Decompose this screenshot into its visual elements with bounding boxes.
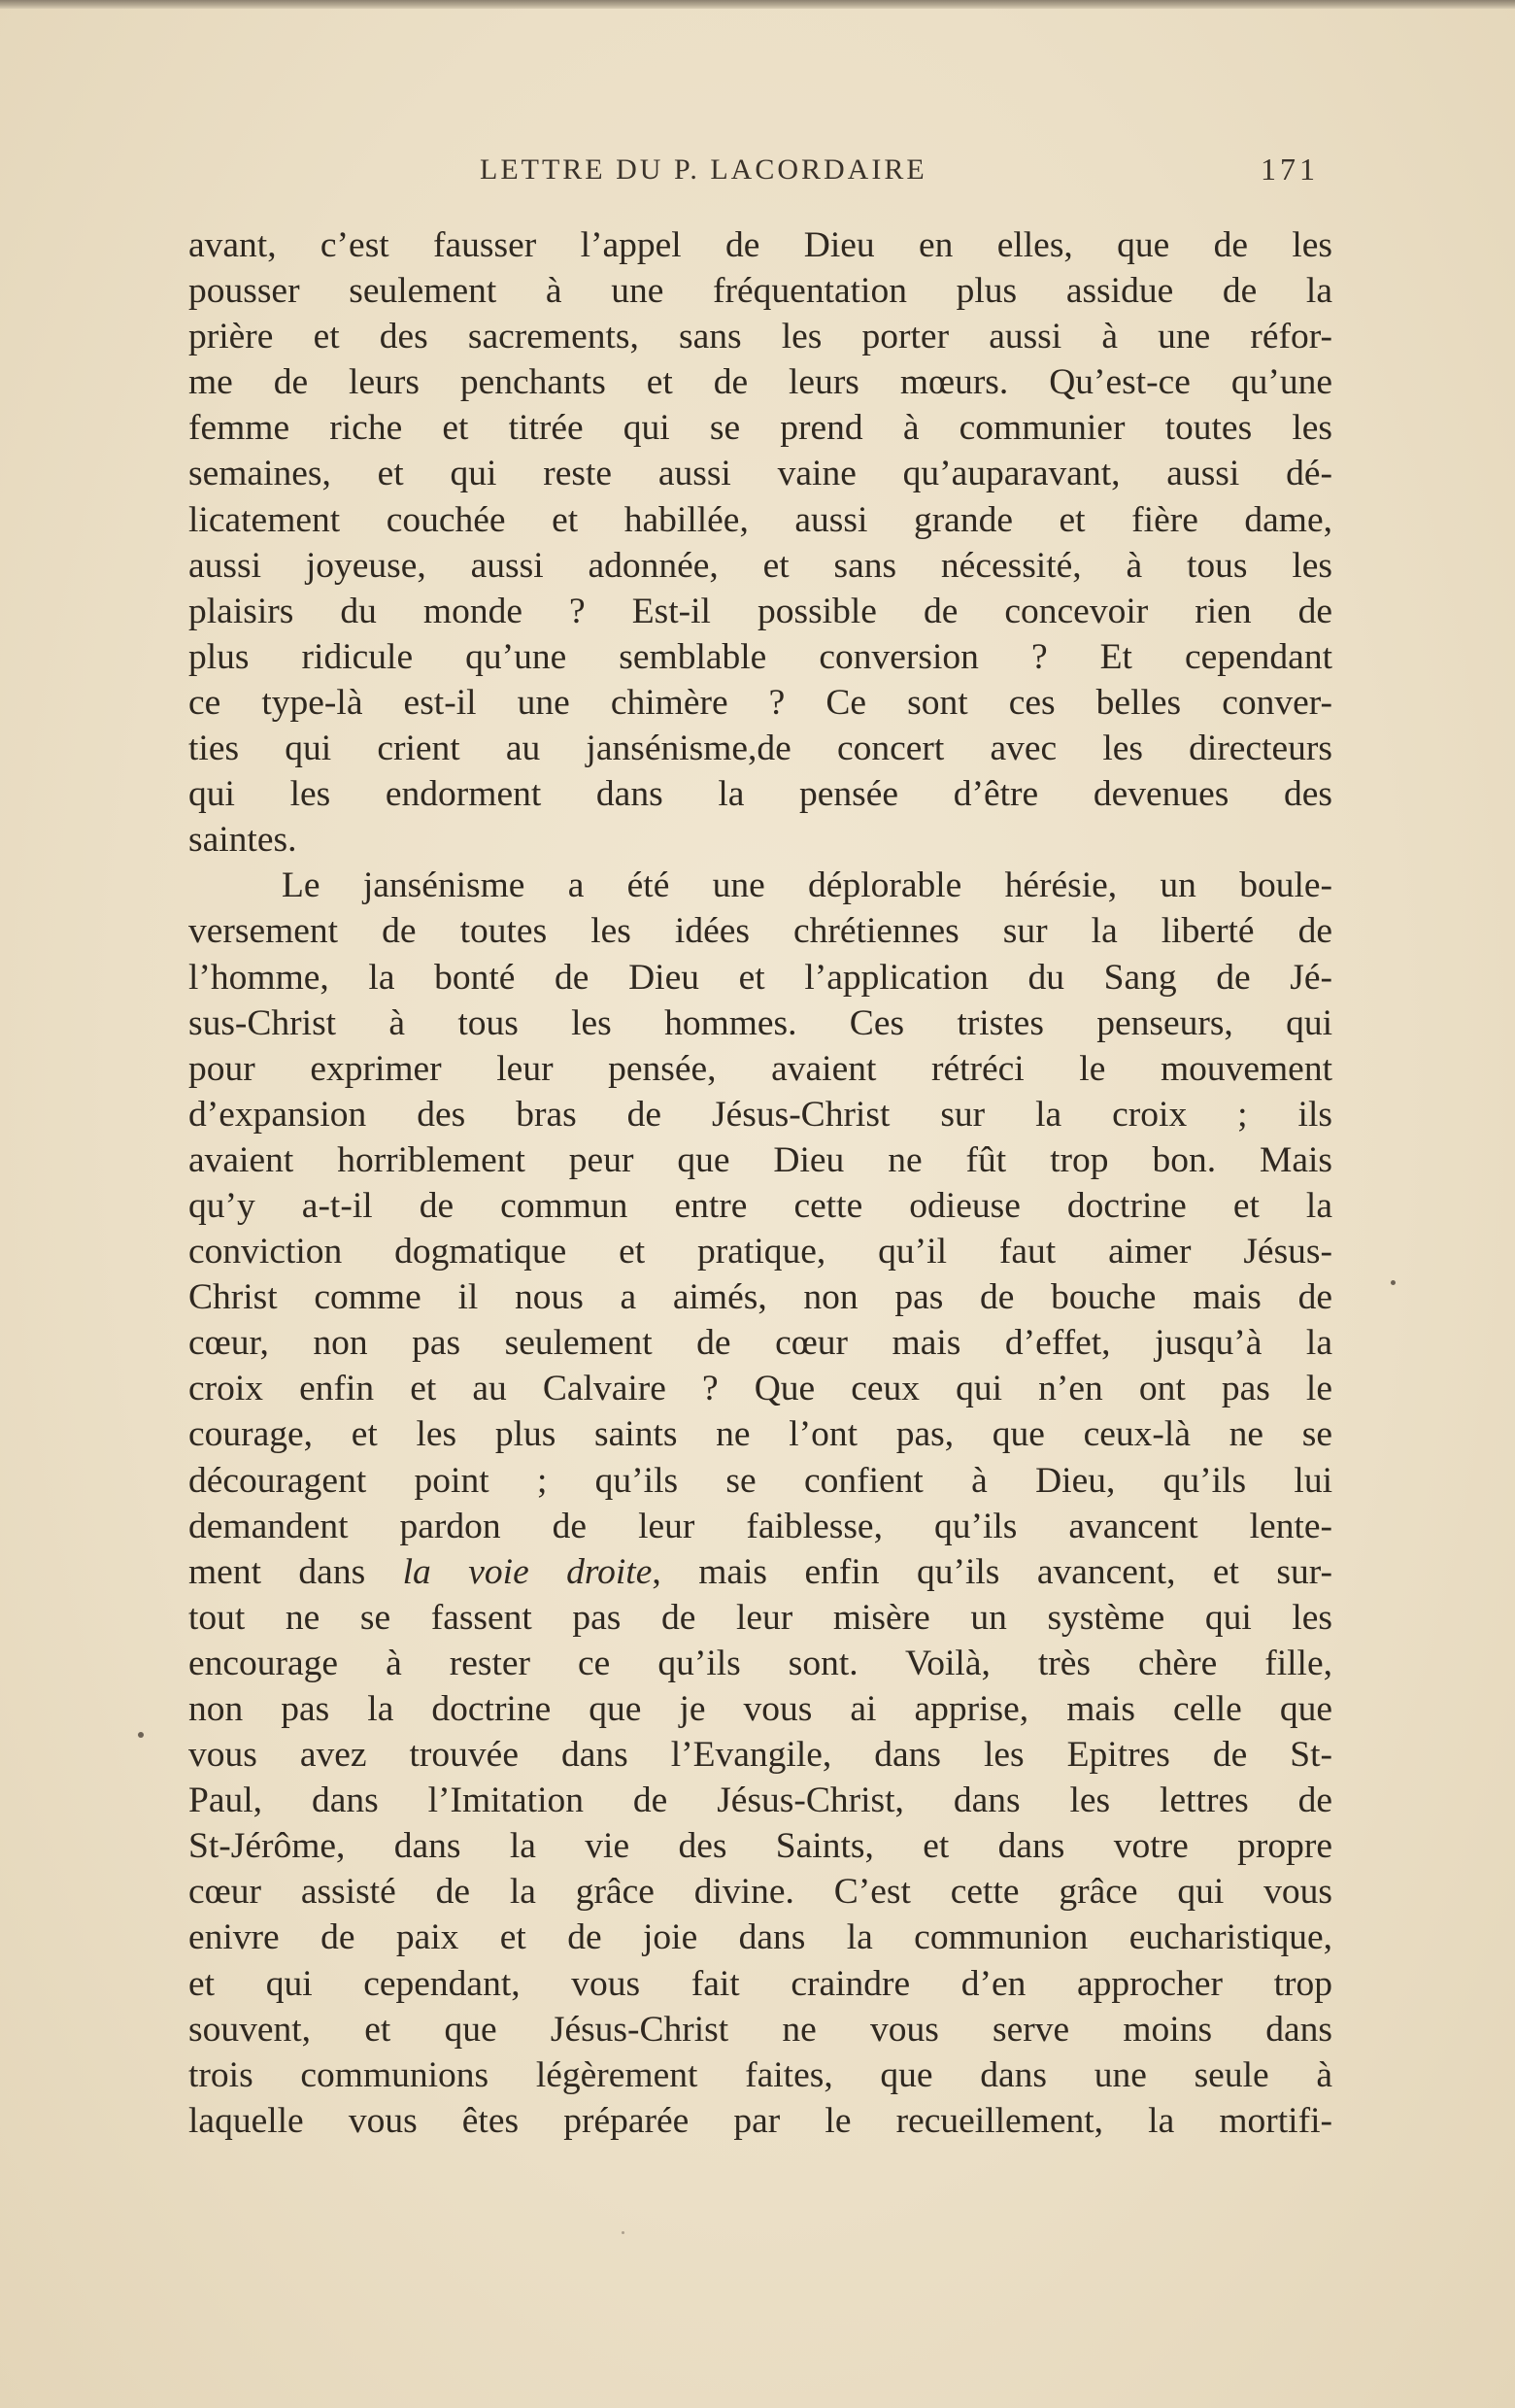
text-line: aussi joyeuse, aussi adonnée, et sans nécessité, à tous les xyxy=(188,545,1332,586)
text-line: sus-Christ à tous les hommes. Ces tristes penseurs, qui xyxy=(188,1002,1332,1043)
text-line: découragent point ; qu’ils se confient à Dieu, qu’ils lui xyxy=(188,1460,1332,1501)
paragraph-2 xyxy=(188,863,1332,2144)
paper-speck xyxy=(138,1732,144,1738)
text-line: avant, c’est fausser l’appel de Dieu en elles, que de les xyxy=(188,225,1332,265)
page-top-edge xyxy=(0,0,1515,9)
text-line: cœur, non pas seulement de cœur mais d’effet, jusqu’à la xyxy=(188,1323,1332,1364)
text-line: qu’y a-t-il de commun entre cette odieuse doctrine et la xyxy=(188,1185,1332,1226)
text-line: Paul, dans l’Imitation de Jésus-Christ, dans les lettres de xyxy=(188,1781,1332,1821)
text-line: demandent pardon de leur faiblesse, qu’ils avancent lente- xyxy=(188,1506,1332,1546)
running-title: LETTRE DU P. LACORDAIRE xyxy=(480,153,927,186)
text-line: plus ridicule qu’une semblable conversion ? Et cependant xyxy=(188,636,1332,677)
paper-speck xyxy=(1391,1280,1396,1285)
italic-phrase: la voie droite xyxy=(402,1551,653,1592)
running-head xyxy=(0,153,1515,192)
text-line: prière et des sacrements, sans les porter aussi à une réfor- xyxy=(188,317,1332,357)
text-line-with-italic xyxy=(188,1549,1332,1595)
text-line: souvent, et que Jésus-Christ ne vous serve moins dans xyxy=(188,2009,1332,2050)
text-line: l’homme, la bonté de Dieu et l’application du Sang de Jé- xyxy=(188,957,1332,998)
text-line: trois communions légèrement faites, que dans une seule à xyxy=(188,2054,1332,2095)
text-line: versement de toutes les idées chrétiennes sur la liberté de xyxy=(188,911,1332,952)
text-line: pousser seulement à une fréquentation plus assidue de la xyxy=(188,271,1332,312)
text-line: laquelle vous êtes préparée par le recueillement, la mortifi- xyxy=(188,2100,1332,2141)
text-line: et qui cependant, vous fait craindre d’en approcher trop xyxy=(188,1963,1332,2004)
text-line: ce type-là est-il une chimère ? Ce sont ces belles conver- xyxy=(188,682,1332,723)
text-line: encourage à rester ce qu’ils sont. Voilà, très chère fille, xyxy=(188,1643,1332,1683)
text-line: tout ne se fassent pas de leur misère un système qui les xyxy=(188,1597,1332,1638)
paper-speck xyxy=(622,2231,624,2234)
text-line: ties qui crient au jansénisme,de concert avec les directeurs xyxy=(188,729,1332,769)
text-line: femme riche et titrée qui se prend à communier toutes les xyxy=(188,408,1332,449)
text-line: avaient horriblement peur que Dieu ne fût trop bon. Mais xyxy=(188,1139,1332,1180)
text-fragment: ment dans xyxy=(188,1551,403,1592)
body-text xyxy=(188,222,1332,2144)
text-line: saintes. xyxy=(188,820,297,861)
text-line: enivre de paix et de joie dans la communion eucharistique, xyxy=(188,1917,1332,1958)
text-fragment: , mais enfin qu’ils avancent, et sur- xyxy=(652,1551,1332,1592)
text-line: St-Jérôme, dans la vie des Saints, et dans votre propre xyxy=(188,1826,1332,1867)
text-line: plaisirs du monde ? Est-il possible de concevoir rien de xyxy=(188,591,1332,631)
text-line: courage, et les plus saints ne l’ont pas, que ceux-là ne se xyxy=(188,1414,1332,1455)
text-line: conviction dogmatique et pratique, qu’il faut aimer Jésus- xyxy=(188,1232,1332,1272)
text-line: Christ comme il nous a aimés, non pas de bouche mais de xyxy=(188,1277,1332,1318)
paragraph-1 xyxy=(188,222,1332,863)
text-line: d’expansion des bras de Jésus-Christ sur la croix ; ils xyxy=(188,1094,1332,1135)
text-line: Le jansénisme a été une déplorable hérésie, un boule- xyxy=(282,865,1332,906)
text-line: me de leurs penchants et de leurs mœurs. Qu’est-ce qu’une xyxy=(188,362,1332,403)
text-line: croix enfin et au Calvaire ? Que ceux qui n’en ont pas le xyxy=(188,1369,1332,1409)
text-line: vous avez trouvée dans l’Evangile, dans les Epitres de St- xyxy=(188,1735,1332,1776)
page-number: 171 xyxy=(1261,152,1319,187)
text-line: licatement couchée et habillée, aussi grande et fière dame, xyxy=(188,499,1332,540)
text-line: cœur assisté de la grâce divine. C’est cette grâce qui vous xyxy=(188,1872,1332,1913)
text-line: pour exprimer leur pensée, avaient rétréci le mouvement xyxy=(188,1048,1332,1089)
text-line: qui les endorment dans la pensée d’être devenues des xyxy=(188,774,1332,815)
text-line: non pas la doctrine que je vous ai apprise, mais celle que xyxy=(188,1689,1332,1729)
text-line: semaines, et qui reste aussi vaine qu’auparavant, aussi dé- xyxy=(188,454,1332,494)
